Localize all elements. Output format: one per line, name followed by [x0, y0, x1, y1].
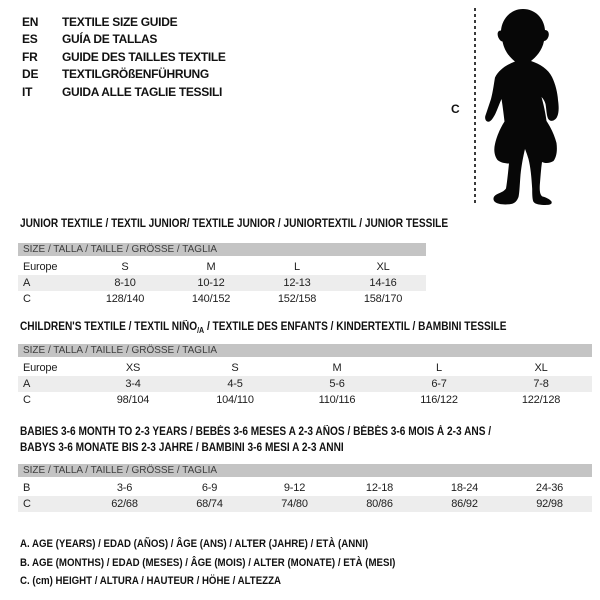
lang-label: TEXTILGRÖßENFÜHRUNG — [62, 67, 209, 82]
table-row — [18, 480, 592, 496]
children-title-subscript: /A — [197, 326, 205, 335]
table-cell: 9-12 — [283, 482, 306, 494]
language-header — [22, 13, 226, 101]
babies-size-table — [18, 464, 592, 512]
row-label: C — [23, 498, 31, 510]
lang-row-es — [22, 31, 226, 49]
lang-code: EN — [22, 14, 39, 29]
table-cell: 122/128 — [521, 394, 561, 406]
junior-size-bar — [18, 243, 426, 256]
row-label: C — [23, 293, 31, 305]
children-title-post: / TEXTILE DES ENFANTS / KINDERTEXTIL / BAMBINI TESSILE — [204, 321, 507, 333]
table-row — [18, 496, 592, 512]
table-cell: 6-9 — [201, 482, 218, 494]
children-size-bar-text: SIZE / TALLA / TAILLE / GRÖSSE / TAGLIA — [23, 344, 218, 356]
table-cell: 4-5 — [227, 378, 243, 390]
table-cell: 116/122 — [420, 394, 458, 406]
table-cell: 158/170 — [363, 293, 403, 305]
legend-line-a-text: A. AGE (YEARS) / EDAD (AÑOS) / ÂGE (ANS) / ALTER (JAHRE) / ETÀ (ANNI) — [20, 538, 369, 550]
table-cell: 98/104 — [116, 394, 150, 406]
table-cell: XL — [376, 261, 390, 273]
table-row — [18, 376, 592, 392]
legend-line-c — [20, 572, 447, 591]
table-cell: 80/86 — [366, 498, 393, 510]
lang-row-de — [22, 66, 226, 84]
junior-section-title-text: JUNIOR TEXTILE / TEXTIL JUNIOR/ TEXTILE JUNIOR / JUNIORTEXTIL / JUNIOR TESSILE — [20, 218, 449, 230]
legend-line-b-text: B. AGE (MONTHS) / EDAD (MESES) / ÂGE (MOIS) / ALTER (MONATE) / ETÀ (MESI) — [20, 556, 396, 569]
table-cell: 14-16 — [369, 277, 397, 289]
row-label: A — [23, 378, 31, 390]
table-cell: XS — [125, 362, 141, 374]
height-measure-label: C — [451, 102, 460, 116]
table-row — [18, 392, 592, 408]
babies-section-title — [20, 424, 555, 456]
baby-silhouette-icon — [481, 4, 571, 206]
table-cell: 104/110 — [216, 394, 254, 406]
lang-code: FR — [22, 49, 38, 64]
children-title-pre: CHILDREN'S TEXTILE / TEXTIL NIÑO — [20, 321, 198, 333]
children-size-table — [18, 344, 592, 408]
row-label: Europe — [23, 261, 58, 273]
table-cell: 3-4 — [125, 378, 141, 390]
table-row — [18, 360, 592, 376]
height-measure-dashed-line — [474, 8, 476, 206]
table-cell: M — [206, 261, 216, 273]
babies-title-line1: BABIES 3-6 MONTH TO 2-3 YEARS / BEBÉS 3-6 MESES A 2-3 AÑOS / BÉBÉS 3-6 MOIS À 2-3 ANS / — [20, 426, 492, 438]
children-size-bar — [18, 344, 592, 357]
lang-code: DE — [22, 67, 39, 82]
table-cell: 24-36 — [535, 482, 564, 494]
table-cell: S — [231, 362, 239, 374]
legend-line-a — [20, 535, 447, 554]
row-label: B — [23, 482, 31, 494]
junior-section-title — [20, 216, 506, 232]
lang-label: GUIDA ALLE TAGLIE TESSILI — [62, 84, 223, 99]
row-label: Europe — [23, 362, 58, 374]
lang-row-it — [22, 83, 226, 101]
table-cell: 12-13 — [283, 277, 311, 289]
table-cell: 152/158 — [277, 293, 317, 305]
row-label: C — [23, 394, 31, 406]
lang-code: IT — [22, 84, 33, 99]
junior-size-table — [18, 243, 426, 307]
junior-size-bar-text: SIZE / TALLA / TAILLE / GRÖSSE / TAGLIA — [23, 243, 218, 255]
table-cell: 5-6 — [329, 378, 345, 390]
lang-label: GUÍA DE TALLAS — [62, 32, 158, 47]
table-cell: M — [332, 362, 342, 374]
children-section-title — [20, 319, 573, 336]
legend-line-b — [20, 554, 447, 573]
table-cell: 12-18 — [365, 482, 394, 494]
lang-code: ES — [22, 32, 38, 47]
table-cell: 8-10 — [114, 277, 136, 289]
table-cell: 18-24 — [450, 482, 479, 494]
children-section-title-text — [20, 319, 506, 336]
lang-row-fr — [22, 48, 226, 66]
table-row — [18, 291, 426, 307]
table-cell: 92/98 — [536, 498, 563, 510]
lang-label: GUIDE DES TAILLES TEXTILE — [62, 49, 226, 64]
babies-size-bar — [18, 464, 592, 477]
table-row — [18, 259, 426, 275]
table-cell: 86/92 — [451, 498, 478, 510]
table-cell: 74/80 — [281, 498, 308, 510]
table-cell: 68/74 — [196, 498, 223, 510]
babies-title-line2: BABYS 3-6 MONATE BIS 2-3 JAHRE / BAMBINI 3-6 MESI A 2-3 ANNI — [20, 442, 344, 454]
row-label: A — [23, 277, 31, 289]
table-row — [18, 275, 426, 291]
table-cell: 10-12 — [197, 277, 225, 289]
legend-line-c-text: C. (cm) HEIGHT / ALTURA / HAUTEUR / HÖHE / ALTEZZA — [20, 575, 282, 587]
table-cell: L — [436, 362, 442, 374]
table-cell: L — [294, 261, 300, 273]
table-cell: 128/140 — [105, 293, 145, 305]
babies-size-bar-text: SIZE / TALLA / TAILLE / GRÖSSE / TAGLIA — [23, 464, 218, 476]
table-cell: 140/152 — [191, 293, 231, 305]
lang-label: TEXTILE SIZE GUIDE — [62, 14, 178, 29]
table-cell: 7-8 — [533, 378, 549, 390]
measure-legend — [20, 535, 447, 591]
table-cell: 3-6 — [116, 482, 133, 494]
table-cell: 62/68 — [111, 498, 138, 510]
table-cell: S — [121, 261, 129, 273]
lang-row-en — [22, 13, 226, 31]
table-cell: 110/116 — [318, 394, 356, 406]
table-cell: 6-7 — [431, 378, 447, 390]
table-cell: XL — [534, 362, 548, 374]
